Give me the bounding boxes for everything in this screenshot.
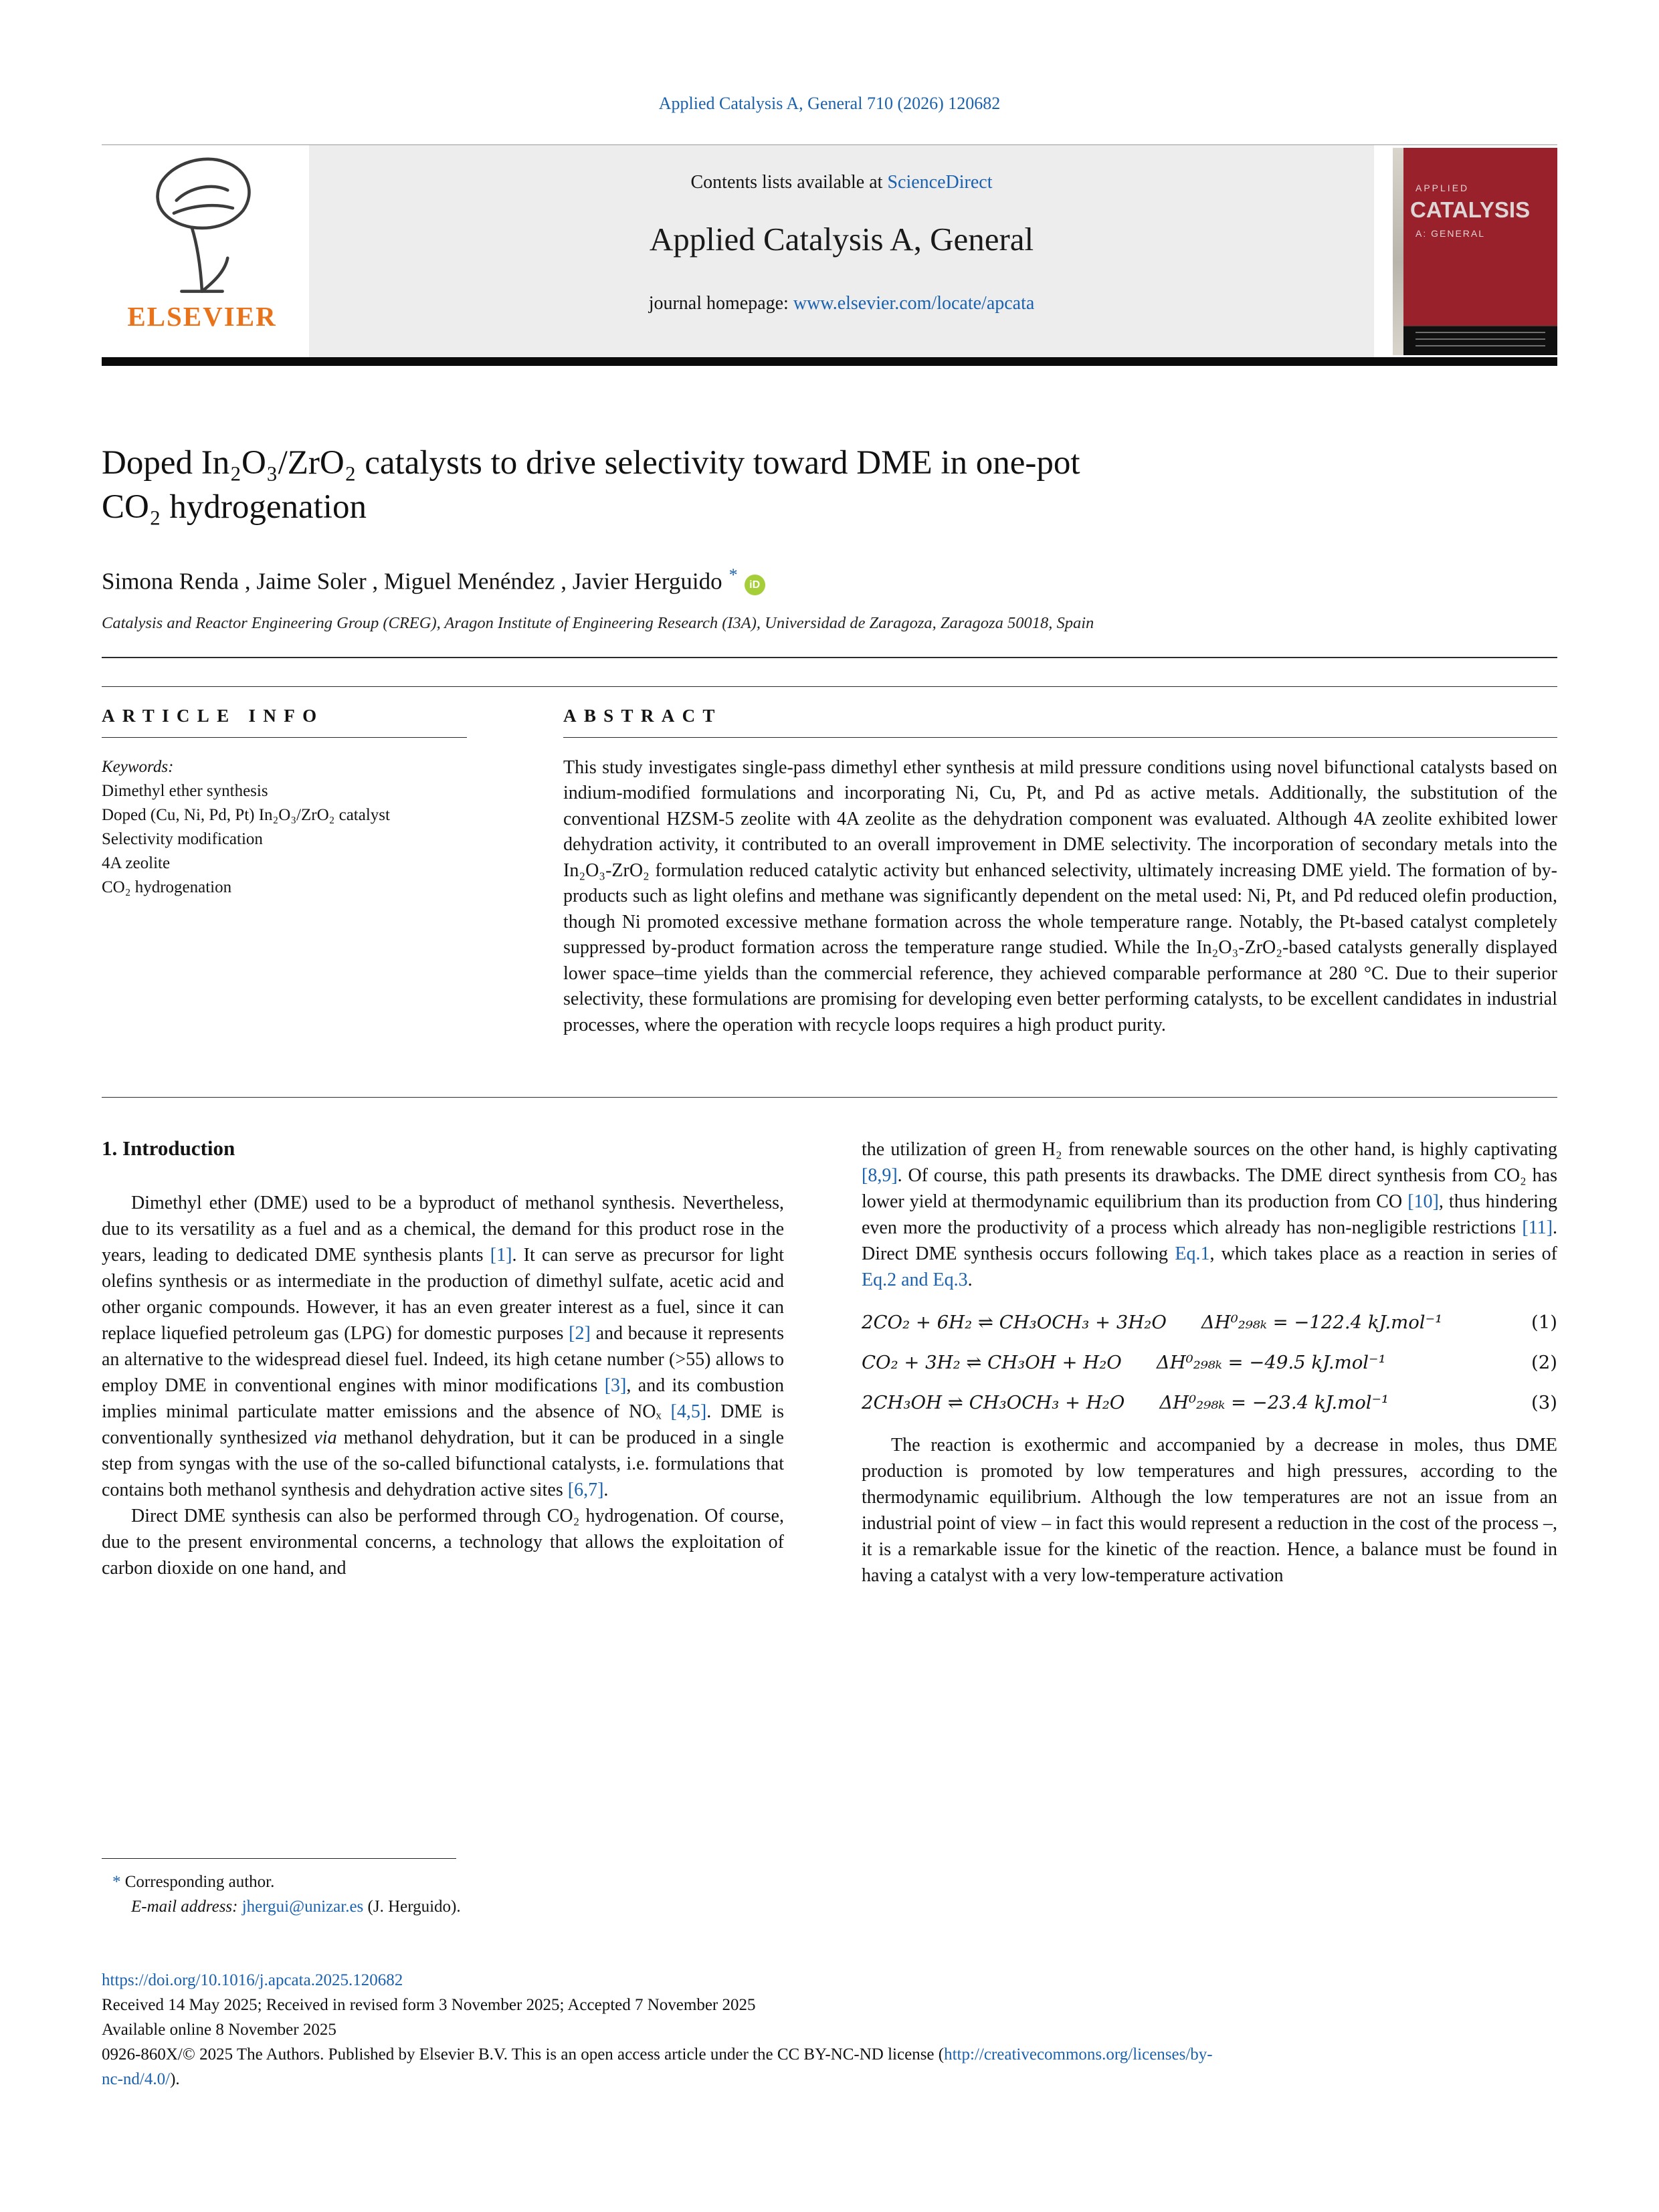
- intro-paragraph-1: Dimethyl ether (DME) used to be a byproduct of methanol synthesis. Nevertheless, due to its versatility as a fuel and as a chemical, the demand for this product rose in the years, leading to dedicated DME synthesis plants [1]. It can serve as precursor for light olefins synthesis or as intermediate in the production of dimethyl sulfate, acetic acid and other organic compounds. However, it has an even greater interest as a fuel, since it can replace liquefied petroleum gas (LPG) for domestic purposes [2] and because it represents an alternative to the widespread diesel fuel. Indeed, its high cetane number (>55) allows to employ DME in conventional engines with minor modifications [3], and its combustion implies minimal particulate matter emissions and the absence of NOₓ [4,5]. DME is conventionally synthesized via methanol dehydration, but it can be produced in a single step from syngas with the use of the so-called bifunctional catalysts, i.e. formulations that contains both methanol synthesis and dehydration active sites [6,7].: [102, 1193, 784, 1501]
- cover-catalysis-label: CATALYSIS: [1410, 197, 1531, 222]
- equation-1-expression: 2CO₂ + 6H₂ ⇌ CH₃OCH₃ + 3H₂O ΔH⁰₂₉₈ₖ = −122.4 kJ.mol⁻¹: [862, 1312, 1443, 1334]
- journal-info-panel: [309, 145, 1374, 357]
- affiliation: Catalysis and Reactor Engineering Group (CREG), Aragon Institute of Engineering Research (I3A), Universidad de Zaragoza, Zaragoza 50018, Spain: [102, 613, 1094, 632]
- corresponding-author-mark[interactable]: *: [728, 565, 738, 585]
- cover-left-strip: [1393, 148, 1403, 355]
- article-title-line1: Doped In₂O₃/ZrO₂ catalysts to drive selectivity toward DME in one-pot: [102, 444, 1080, 482]
- received-dates: Received 14 May 2025; Received in revised form 3 November 2025; Accepted 7 November 2025: [102, 1996, 756, 2014]
- equation-2: [862, 1352, 1557, 1373]
- inline-citation-link[interactable]: [10]: [1407, 1191, 1439, 1213]
- inline-citation-link[interactable]: [3]: [604, 1375, 627, 1397]
- corresponding-author-text: Corresponding author.: [120, 1873, 275, 1891]
- equation-3-number: (3): [1531, 1392, 1557, 1414]
- article-title: [102, 441, 1557, 529]
- article-body: [102, 1136, 1557, 1589]
- article-info-column: [102, 706, 467, 1039]
- section-heading-introduction: 1. Introduction: [102, 1136, 235, 1161]
- journal-masthead-banner: [102, 144, 1557, 357]
- keyword-item: Selectivity modification: [102, 829, 263, 848]
- inline-citation-link[interactable]: [6,7]: [567, 1480, 604, 1501]
- equation-1-number: (1): [1531, 1312, 1557, 1334]
- author-names: Simona Renda , Jaime Soler , Miguel Menéndez , Javier Herguido: [102, 568, 722, 595]
- author-list: [102, 565, 1557, 595]
- inline-citation-link[interactable]: [2]: [569, 1323, 591, 1344]
- elsevier-tree-icon: [136, 150, 268, 299]
- body-left-column: [102, 1136, 784, 1581]
- cover-bottom-strip: [1403, 326, 1557, 355]
- sciencedirect-link[interactable]: ScienceDirect: [887, 172, 993, 193]
- elsevier-logo[interactable]: [102, 149, 302, 354]
- intro-paragraph-4: The reaction is exothermic and accompanied by a decrease in moles, thus DME production is promoted by low temperatures and high pressures, according to the thermodynamic equilibrium. Although the low temperatures are not an issue from an industrial point of view – in fact this would represent a reduction in the cost of the process –, it is a remarkable issue for the kinetic of the reaction. Hence, a balance must be found in having a catalyst with a very low-temperature activation: [862, 1435, 1557, 1587]
- email-note: [102, 1894, 1557, 1919]
- inline-citation-link[interactable]: Eq.1: [1175, 1243, 1210, 1265]
- doi-line: [102, 1968, 1557, 1993]
- keyword-item: 4A zeolite: [102, 853, 171, 872]
- email-link[interactable]: jhergui@unizar.es: [241, 1898, 364, 1916]
- footnote-asterisk: *: [112, 1873, 121, 1891]
- email-suffix: (J. Herguido).: [363, 1898, 461, 1916]
- homepage-line: [309, 293, 1374, 314]
- inline-citation-link[interactable]: [4,5]: [670, 1401, 707, 1423]
- equation-2-expression: CO₂ + 3H₂ ⇌ CH₃OH + H₂O ΔH⁰₂₉₈ₖ = −49.5 kJ.mol⁻¹: [862, 1352, 1386, 1374]
- journal-cover-thumbnail[interactable]: [1393, 148, 1557, 355]
- article-metadata: [102, 1968, 1557, 2092]
- journal-title: Applied Catalysis A, General: [649, 221, 1034, 258]
- inline-citation-link[interactable]: http://creativecommons.org/licenses/by-: [944, 2045, 1213, 2064]
- keyword-item: CO₂ hydrogenation: [102, 878, 232, 896]
- elsevier-wordmark: ELSEVIER: [127, 301, 277, 332]
- contents-prefix: Contents lists available at: [690, 172, 888, 193]
- email-label: E-mail address:: [131, 1898, 238, 1916]
- doi-link[interactable]: https://doi.org/10.1016/j.apcata.2025.120682: [102, 1971, 403, 1989]
- corresponding-author-note: [102, 1870, 1557, 1894]
- cover-applied-label: APPLIED: [1416, 183, 1470, 193]
- available-online: Available online 8 November 2025: [102, 2021, 336, 2039]
- copyright-line: 0926-860X/© 2025 The Authors. Published by Elsevier B.V. This is an open access article under the CC BY-NC-ND license (http://creativecommons.org/licenses/by- nc-nd/4.0/).: [102, 2045, 1213, 2088]
- contents-line: [309, 172, 1374, 193]
- cover-general-label: A: GENERAL: [1416, 228, 1486, 239]
- journal-reference-text: Applied Catalysis A, General 710 (2026) 120682: [658, 94, 1001, 113]
- intro-paragraph-2: Direct DME synthesis can also be performed through CO₂ hydrogenation. Of course, due to the present environmental concerns, a technology that allows the exploitation of carbon dioxide on one hand, and: [102, 1506, 784, 1579]
- title-block-divider: [102, 657, 1557, 658]
- inline-citation-link[interactable]: [1]: [490, 1245, 512, 1266]
- equation-1: [862, 1312, 1557, 1333]
- running-head: [0, 0, 1659, 114]
- inline-citation-link[interactable]: [8,9]: [862, 1165, 898, 1187]
- inline-citation-link[interactable]: Eq.2 and Eq.3: [862, 1270, 968, 1291]
- orcid-icon[interactable]: iD: [745, 575, 765, 595]
- article-title-line2: CO₂ hydrogenation: [102, 488, 367, 526]
- masthead-divider-bar: [102, 357, 1557, 366]
- homepage-prefix: journal homepage:: [648, 293, 793, 314]
- inline-citation-link[interactable]: nc-nd/4.0/: [102, 2070, 171, 2088]
- article-info-header: ARTICLE INFO: [102, 706, 467, 738]
- equation-3-expression: 2CH₃OH ⇌ CH₃OCH₃ + H₂O ΔH⁰₂₉₈ₖ = −23.4 kJ.mol⁻¹: [862, 1392, 1389, 1414]
- intro-paragraph-3: the utilization of green H₂ from renewable sources on the other hand, is highly captivating [8,9]. Of course, this path presents its drawbacks. The DME direct synthesis from CO₂ has lower yield at thermodynamic equilibrium than its production from CO [10], thus hindering even more the productivity of a process which already has non-negligible restrictions [11]. Direct DME synthesis occurs following Eq.1, which takes place as a reaction in series of Eq.2 and Eq.3.: [862, 1139, 1557, 1291]
- keyword-item: Doped (Cu, Ni, Pd, Pt) In₂O₃/ZrO₂ catalyst: [102, 805, 390, 824]
- keyword-item: Dimethyl ether synthesis: [102, 781, 268, 800]
- abstract-text: This study investigates single-pass dimethyl ether synthesis at mild pressure conditions using novel bifunctional catalysts based on indium-modified formulations and incorporating Ni, Cu, Pt, and Pd as active metals. Additionally, the substitution of the conventional HZSM-5 zeolite with 4A zeolite as the dehydration component was evaluated. Although 4A zeolite exhibited lower dehydration activity, it contributed to an overall improvement in DME selectivity. The incorporation of secondary metals into the In₂O₃-ZrO₂ formulation reduced catalytic activity but enhanced selectivity, ultimately increasing DME yield. The formation of by-products such as light olefins and methane was significantly dependent on the metal used: Ni, Pt, and Pd reduced olefin production, though Ni promoted excessive methane formation across the whole temperature range. Notably, the Pt-based catalyst completely suppressed by-product formation across the temperature range studied. While the In₂O₃-ZrO₂-based catalysts generally displayed lower space–time yields than the commercial reference, they achieved comparable performance at 280 °C. Due to their superior selectivity, these formulations are promising for developing even better performing catalysts, to be excellent candidates in industrial processes, where the operation with recycle loops requires a high product purity.: [563, 757, 1557, 1035]
- keywords-label: Keywords:: [102, 757, 174, 776]
- body-right-column: [862, 1136, 1557, 1589]
- journal-homepage-link[interactable]: www.elsevier.com/locate/apcata: [793, 293, 1035, 314]
- abstract-header: ABSTRACT: [563, 706, 1557, 738]
- info-abstract-block: [102, 686, 1557, 1098]
- equation-2-number: (2): [1531, 1352, 1557, 1374]
- inline-citation-link[interactable]: [11]: [1522, 1217, 1553, 1239]
- footnotes: [102, 1858, 1557, 1919]
- abstract-column: [563, 706, 1557, 1039]
- footnote-divider: [102, 1858, 456, 1859]
- equation-3: [862, 1392, 1557, 1413]
